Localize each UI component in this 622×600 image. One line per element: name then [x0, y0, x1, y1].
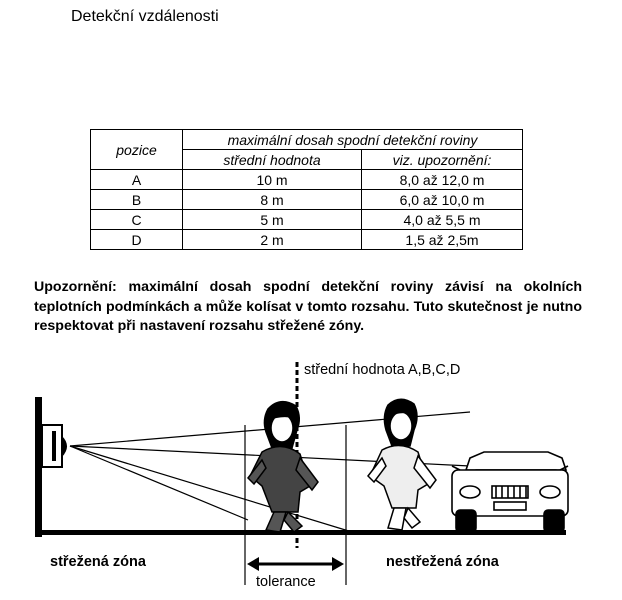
cell-mid: 2 m — [183, 230, 362, 250]
cell-pos: B — [91, 190, 183, 210]
cell-pos: D — [91, 230, 183, 250]
sensor-icon — [42, 425, 67, 467]
unguarded-zone-label: nestřežená zóna — [386, 554, 499, 570]
header-warn: viz. upozornění: — [362, 150, 523, 170]
cell-warn: 6,0 až 10,0 m — [362, 190, 523, 210]
header-group: maximální dosah spodní detekční roviny — [183, 130, 523, 150]
cell-mid: 5 m — [183, 210, 362, 230]
car-icon — [452, 452, 568, 532]
wall — [35, 397, 42, 537]
guarded-zone-label: střežená zóna — [50, 554, 146, 570]
person-light-icon — [368, 399, 436, 530]
ground — [35, 530, 566, 535]
warning-note: Upozornění: maximální dosah spodní detekční roviny závisí na okolních teplotních podmínkách a může kolísat v tomto rozsahu. Tuto skutečnost je nutno respektovat při nastavení rozsahu střežené zóny. — [34, 279, 582, 334]
tolerance-label: tolerance — [256, 574, 316, 590]
cell-pos: A — [91, 170, 183, 190]
cell-mid: 8 m — [183, 190, 362, 210]
mid-value-label: střední hodnota A,B,C,D — [304, 362, 461, 378]
person-dark-icon — [248, 402, 318, 532]
cell-pos: C — [91, 210, 183, 230]
cell-mid: 10 m — [183, 170, 362, 190]
header-pozice: pozice — [91, 130, 183, 170]
tolerance-arrow — [247, 557, 344, 571]
cell-warn: 1,5 až 2,5m — [362, 230, 523, 250]
cell-warn: 4,0 až 5,5 m — [362, 210, 523, 230]
cell-warn: 8,0 až 12,0 m — [362, 170, 523, 190]
page-title: Detekční vzdálenosti — [71, 8, 219, 25]
header-mid: střední hodnota — [183, 150, 362, 170]
